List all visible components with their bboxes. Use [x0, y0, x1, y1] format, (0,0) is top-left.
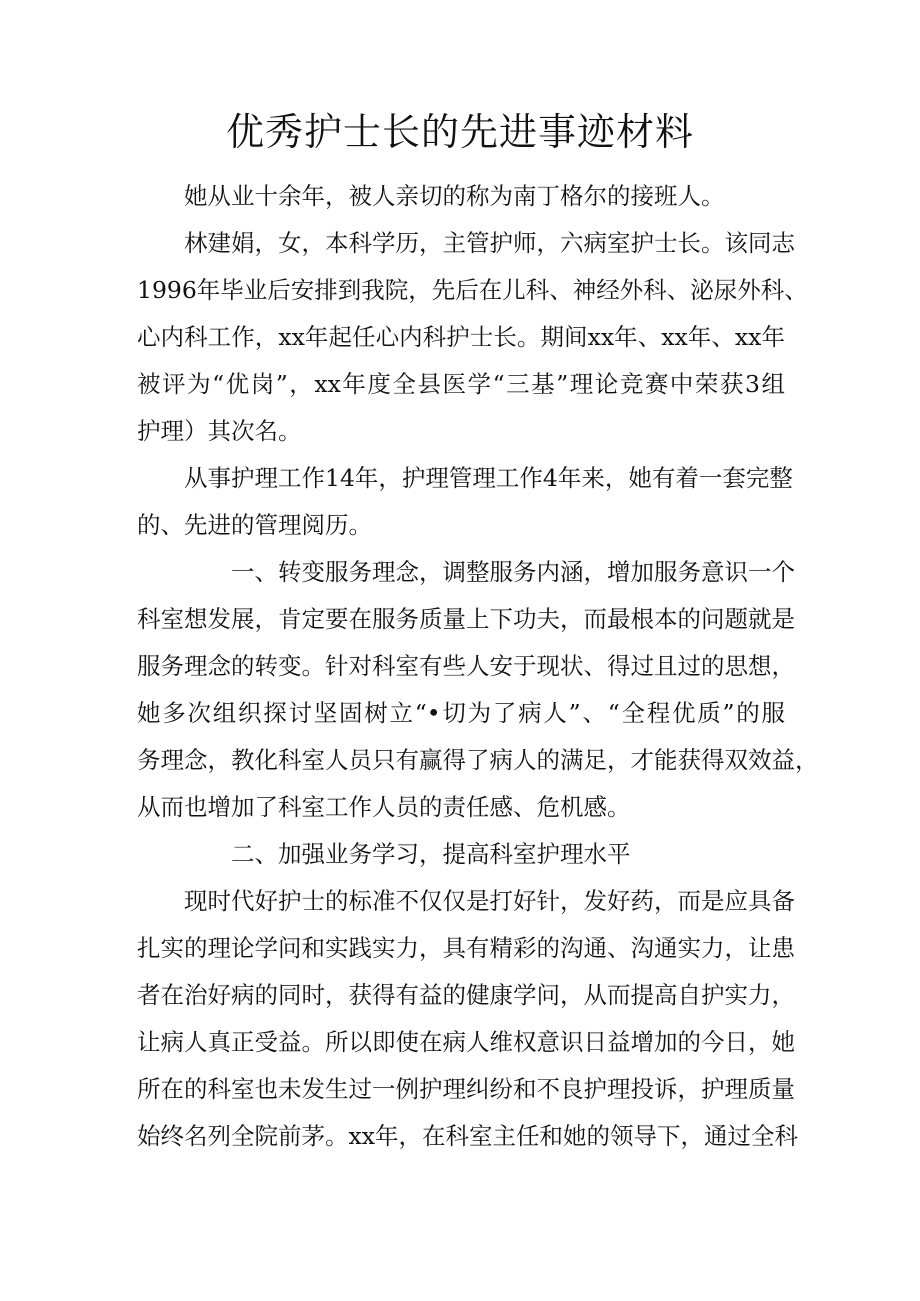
paragraph-6-line-2: 扎实的理论学问和实践实力，具有精彩的沟通、沟通实力，让患: [137, 934, 795, 962]
paragraph-2-line-5: 护理）其次名。: [137, 417, 302, 445]
paragraph-4-line-4: 她多次组织探讨坚固树立“•切为了病人”、“全程优质”的服: [137, 699, 785, 727]
paragraph-3-line-1: 从事护理工作14年，护理管理工作4年来，她有着一套完整: [184, 464, 793, 492]
paragraph-6-line-5: 所在的科室也未发生过一例护理纠纷和不良护理投诉，护理质量: [137, 1075, 795, 1103]
document-title: 优秀护士长的先进事迹材料: [225, 110, 694, 154]
paragraph-2-line-4: 被评为“优岗”，xx年度全县医学“三基”理论竞赛中荣获3组: [137, 370, 785, 398]
paragraph-6-line-4: 让病人真正受益。所以即使在病人维权意识日益增加的今日，她: [137, 1028, 795, 1056]
paragraph-6-line-1: 现时代好护士的标准不仅仅是打好针，发好药，而是应具备: [184, 887, 795, 915]
paragraph-6-line-3: 者在治好病的同时，获得有益的健康学问，从而提高自护实力，: [137, 981, 795, 1009]
paragraph-2-line-2: 1996年毕业后安排到我院，先后在儿科、神经外科、泌尿外科、: [137, 276, 808, 304]
section-1-heading-line: 一、转变服务理念，调整服务内涵，增加服务意识一个: [231, 558, 795, 586]
paragraph-4-line-5: 务理念，教化科室人员只有赢得了病人的满足，才能获得双效益，: [137, 746, 819, 774]
paragraph-3-line-2: 的、先进的管理阅历。: [137, 511, 372, 539]
paragraph-4-line-6: 从而也增加了科室工作人员的责任感、危机感。: [137, 793, 631, 821]
paragraph-6-line-6: 始终名列全院前茅。xx年，在科室主任和她的领导下，通过全科: [137, 1122, 799, 1150]
paragraph-4-line-2: 科室想发展，肯定要在服务质量上下功夫，而最根本的问题就是: [137, 605, 795, 633]
paragraph-2-line-1: 林建娟，女，本科学历，主管护师，六病室护士长。该同志: [184, 229, 795, 257]
paragraph-4-line-3: 服务理念的转变。针对科室有些人安于现状、得过且过的思想，: [137, 652, 795, 680]
section-2-heading: 二、加强业务学习，提高科室护理水平: [231, 840, 631, 868]
paragraph-2-line-3: 心内科工作，xx年起任心内科护士长。期间xx年、xx年、xx年: [137, 323, 785, 351]
paragraph-1-line-1: 她从业十余年，被人亲切的称为南丁格尔的接班人。: [184, 182, 725, 210]
document-body: [137, 173, 819, 1160]
